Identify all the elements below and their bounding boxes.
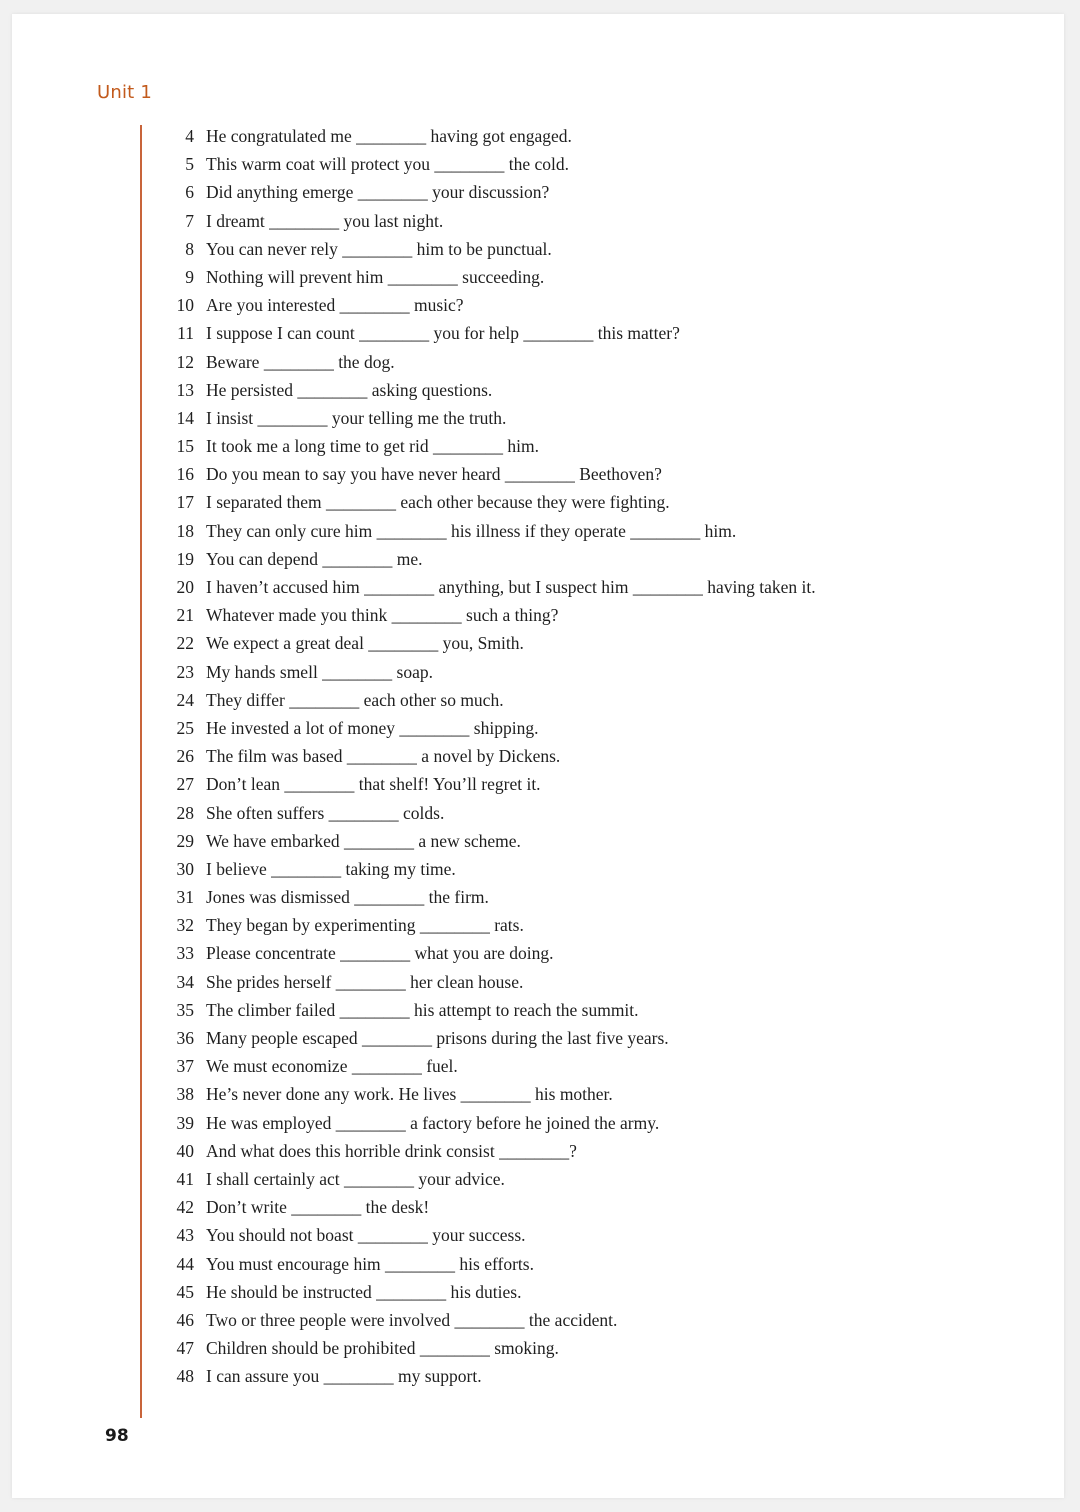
exercise-item: [162, 1080, 1042, 1108]
exercise-number: 16: [176, 464, 194, 485]
exercise-number: 10: [176, 295, 194, 316]
exercise-sentence: He persisted ________ asking questions.: [206, 379, 493, 400]
exercise-item: [162, 883, 1042, 911]
exercise-number: 40: [176, 1140, 194, 1161]
exercise-sentence: Jones was dismissed ________ the firm.: [206, 887, 489, 908]
exercise-sentence: Nothing will prevent him ________ succeeding.: [206, 266, 545, 287]
exercise-number: 17: [176, 492, 194, 513]
exercise-number: 24: [176, 689, 194, 710]
exercise-number: 20: [176, 577, 194, 597]
exercise-item: [162, 404, 1042, 432]
exercise-sentence: I dreamt ________ you last night.: [206, 210, 444, 231]
exercise-number: 6: [185, 182, 194, 203]
exercise-number: 43: [176, 1225, 194, 1246]
exercise-sentence: We have embarked ________ a new scheme.: [206, 830, 521, 851]
exercise-item: [162, 1052, 1042, 1080]
unit-title: Unit 1: [97, 82, 153, 103]
exercise-sentence: Are you interested ________ music?: [206, 295, 464, 316]
exercise-sentence: Did anything emerge ________ your discussion?: [206, 182, 550, 203]
exercise-number: 23: [176, 661, 194, 682]
exercise-list: [162, 122, 1042, 1390]
exercise-sentence: They began by experimenting ________ rats.: [206, 915, 524, 936]
exercise-sentence: I insist ________ your telling me the truth.: [206, 407, 507, 428]
exercise-sentence: You can never rely ________ him to be punctual.: [206, 238, 552, 259]
exercise-item: [162, 1250, 1042, 1278]
exercise-number: 47: [176, 1338, 194, 1359]
exercise-item: [162, 235, 1042, 263]
exercise-sentence: You must encourage him ________ his efforts.: [206, 1253, 534, 1274]
exercise-item: [162, 348, 1042, 376]
exercise-number: 27: [176, 774, 194, 795]
exercise-item: [162, 827, 1042, 855]
exercise-sentence: We expect a great deal ________ you, Smith.: [206, 633, 524, 654]
exercise-item: [162, 1193, 1042, 1221]
exercise-item: [162, 573, 1042, 601]
exercise-number: 8: [185, 238, 194, 259]
exercise-sentence: She often suffers ________ colds.: [206, 802, 445, 823]
exercise-sentence: I separated them ________ each other because they were fighting.: [206, 492, 670, 513]
exercise-sentence: He was employed ________ a factory before he joined the army.: [206, 1112, 660, 1133]
exercise-sentence: Many people escaped ________ prisons during the last five years.: [206, 1028, 669, 1048]
exercise-number: 45: [176, 1281, 194, 1302]
exercise-sentence: Don’t write ________ the desk!: [206, 1197, 430, 1218]
exercise-sentence: He invested a lot of money ________ shipping.: [206, 717, 539, 738]
exercise-sentence: This warm coat will protect you ________ the cold.: [206, 154, 570, 175]
exercise-number: 19: [176, 548, 194, 569]
exercise-number: 32: [176, 915, 194, 936]
exercise-number: 12: [176, 351, 194, 372]
exercise-number: 7: [185, 210, 194, 231]
exercise-item: [162, 968, 1042, 996]
exercise-item: [162, 770, 1042, 798]
exercise-number: 41: [176, 1168, 194, 1189]
exercise-number: 46: [176, 1309, 194, 1330]
exercise-sentence: Children should be prohibited ________ smoking.: [206, 1338, 559, 1359]
exercise-number: 22: [176, 633, 194, 654]
exercise-number: 36: [176, 1028, 194, 1048]
exercise-number: 33: [176, 943, 194, 964]
exercise-number: 5: [185, 154, 194, 175]
exercise-sentence: I suppose I can count ________ you for help ________ this matter?: [206, 323, 680, 344]
exercise-item: [162, 263, 1042, 291]
exercise-sentence: Do you mean to say you have never heard ________ Beethoven?: [206, 464, 662, 485]
exercise-sentence: It took me a long time to get rid ________ him.: [206, 436, 539, 457]
exercise-sentence: I shall certainly act ________ your advice.: [206, 1168, 505, 1189]
exercise-number: 44: [176, 1253, 194, 1274]
exercise-number: 35: [176, 999, 194, 1020]
exercise-sentence: He should be instructed ________ his duties.: [206, 1281, 522, 1302]
exercise-number: 39: [176, 1112, 194, 1133]
exercise-sentence: I can assure you ________ my support.: [206, 1366, 482, 1387]
exercise-item: [162, 545, 1042, 573]
exercise-item: [162, 488, 1042, 516]
exercise-sentence: They differ ________ each other so much.: [206, 689, 504, 710]
exercise-item: [162, 714, 1042, 742]
exercise-item: [162, 178, 1042, 206]
exercise-number: 29: [176, 830, 194, 851]
exercise-sentence: She prides herself ________ her clean house.: [206, 971, 524, 992]
exercise-number: 38: [176, 1084, 194, 1105]
exercise-item: [162, 150, 1042, 178]
exercise-number: 21: [176, 605, 194, 626]
exercise-item: [162, 1109, 1042, 1137]
exercise-number: 25: [176, 717, 194, 738]
book-page: [12, 14, 1064, 1498]
exercise-item: [162, 1024, 1042, 1052]
exercise-number: 31: [176, 887, 194, 908]
exercise-item: [162, 996, 1042, 1024]
exercise-sentence: I haven’t accused him ________ anything, but I suspect him ________ having taken it.: [206, 577, 816, 597]
exercise-item: [162, 207, 1042, 235]
exercise-item: [162, 517, 1042, 545]
exercise-sentence: Don’t lean ________ that shelf! You’ll regret it.: [206, 774, 541, 795]
exercise-sentence: He’s never done any work. He lives ________ his mother.: [206, 1084, 613, 1105]
exercise-item: [162, 911, 1042, 939]
exercise-sentence: Beware ________ the dog.: [206, 351, 395, 372]
exercise-sentence: Please concentrate ________ what you are doing.: [206, 943, 554, 964]
page-number: 98: [105, 1426, 129, 1446]
exercise-item: [162, 1221, 1042, 1249]
exercise-number: 26: [176, 746, 194, 767]
exercise-sentence: The climber failed ________ his attempt to reach the summit.: [206, 999, 639, 1020]
exercise-number: 37: [176, 1056, 194, 1077]
exercise-number: 34: [176, 971, 194, 992]
exercise-item: [162, 629, 1042, 657]
exercise-item: [162, 658, 1042, 686]
exercise-sentence: The film was based ________ a novel by Dickens.: [206, 746, 561, 767]
exercise-sentence: Whatever made you think ________ such a thing?: [206, 605, 559, 626]
exercise-item: [162, 939, 1042, 967]
exercise-sentence: Two or three people were involved ________ the accident.: [206, 1309, 618, 1330]
exercise-item: [162, 122, 1042, 150]
exercise-number: 9: [185, 266, 194, 287]
exercise-item: [162, 460, 1042, 488]
exercise-item: [162, 686, 1042, 714]
exercise-number: 4: [185, 126, 194, 146]
exercise-number: 11: [177, 323, 194, 344]
exercise-number: 13: [176, 379, 194, 400]
exercise-number: 14: [176, 407, 194, 428]
exercise-sentence: You should not boast ________ your success.: [206, 1225, 526, 1246]
exercise-number: 15: [176, 436, 194, 457]
margin-rule: [140, 125, 142, 1418]
exercise-sentence: And what does this horrible drink consist ________?: [206, 1140, 577, 1161]
exercise-sentence: I believe ________ taking my time.: [206, 858, 456, 879]
exercise-item: [162, 1278, 1042, 1306]
exercise-number: 18: [176, 520, 194, 541]
exercise-item: [162, 742, 1042, 770]
exercise-item: [162, 1306, 1042, 1334]
exercise-item: [162, 376, 1042, 404]
exercise-sentence: You can depend ________ me.: [206, 548, 423, 569]
exercise-sentence: We must economize ________ fuel.: [206, 1056, 458, 1077]
exercise-item: [162, 1165, 1042, 1193]
exercise-number: 30: [176, 858, 194, 879]
exercise-sentence: My hands smell ________ soap.: [206, 661, 434, 682]
exercise-item: [162, 319, 1042, 347]
exercise-sentence: He congratulated me ________ having got engaged.: [206, 126, 572, 146]
exercise-number: 28: [176, 802, 194, 823]
exercise-number: 42: [176, 1197, 194, 1218]
exercise-sentence: They can only cure him ________ his illness if they operate ________ him.: [206, 520, 737, 541]
exercise-item: [162, 855, 1042, 883]
exercise-item: [162, 601, 1042, 629]
exercise-item: [162, 291, 1042, 319]
exercise-item: [162, 1362, 1042, 1390]
exercise-item: [162, 799, 1042, 827]
exercise-item: [162, 1334, 1042, 1362]
exercise-item: [162, 432, 1042, 460]
exercise-item: [162, 1137, 1042, 1165]
exercise-number: 48: [176, 1366, 194, 1387]
